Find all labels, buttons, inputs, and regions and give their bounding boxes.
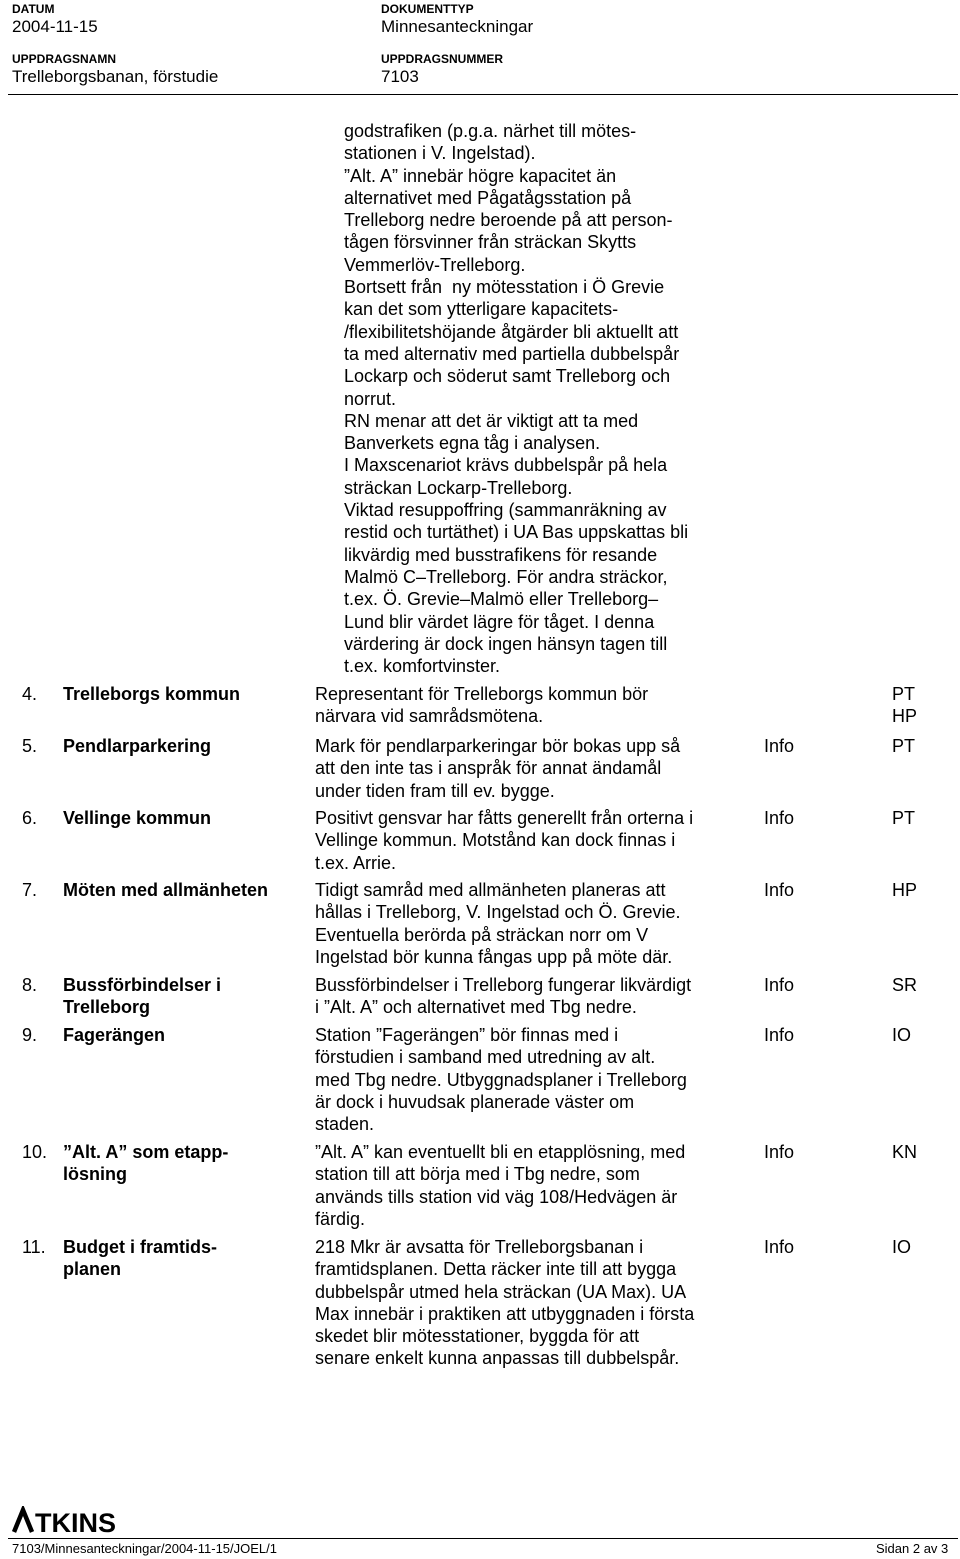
continuation-line: Trelleborg nedre beroende på att person- — [344, 210, 673, 231]
item-description-line: att den inte tas i anspråk för annat ändamål — [315, 758, 662, 779]
item-description-line: station till att börja med i Tbg nedre, som — [315, 1164, 640, 1185]
item-description — [315, 735, 755, 802]
uppdragsnummer-value: 7103 — [381, 67, 419, 86]
item-number: 9. — [22, 1025, 38, 1045]
item-title-line: Pendlarparkering — [63, 736, 212, 756]
item-title-line: Budget i framtids- — [63, 1237, 218, 1257]
continuation-line: Vemmerlöv-Trelleborg. — [344, 254, 526, 275]
continuation-line: restid och turtäthet) i UA Bas uppskattas bli — [344, 522, 689, 543]
item-title-line: Vellinge kommun — [63, 808, 212, 828]
item-responsible-initials: IO — [892, 1025, 912, 1045]
atkins-logo — [12, 1506, 132, 1536]
item-number: 5. — [22, 736, 38, 756]
item-responsible-initials: PT — [892, 736, 916, 756]
item-description-line: Eventuella berörda på sträckan norr om V — [315, 924, 649, 945]
item-description-line: t.ex. Arrie. — [315, 852, 397, 873]
item-description-line: Ingelstad bör kunna fångas upp på möte där. — [315, 946, 673, 967]
item-title — [63, 807, 293, 829]
header-divider — [8, 94, 958, 95]
item-responsible-initials: KN — [892, 1142, 918, 1162]
uppdragsnummer-label: UPPDRAGSNUMMER — [381, 52, 504, 66]
item-title-line: planen — [63, 1259, 122, 1280]
continuation-line: /flexibilitetshöjande åtgärder bli aktuellt att — [344, 321, 679, 342]
continuation-line: Lockarp och söderut samt Trelleborg och — [344, 366, 671, 387]
item-description — [315, 1024, 755, 1135]
item-info: Info — [764, 975, 795, 995]
item-description — [315, 1141, 755, 1230]
item-title-line: Trelleborgs kommun — [63, 684, 241, 704]
item-responsible-initials: PT — [892, 808, 916, 828]
continuation-line: likvärdig med busstrafikens för resande — [344, 544, 658, 565]
item-title — [63, 1141, 293, 1186]
continuation-line: ta med alternativ med partiella dubbelspår — [344, 343, 680, 364]
item-responsible — [892, 974, 917, 996]
item-responsible — [892, 807, 915, 829]
continuation-line: godstrafiken (p.g.a. närhet till mötes- — [344, 121, 637, 141]
uppdragsnamn-value: Trelleborgsbanan, förstudie — [12, 67, 219, 86]
footer-doc-ref: 7103/Minnesanteckningar/2004-11-15/JOEL/1 — [12, 1541, 277, 1556]
item-description-line: dubbelspår utmed hela sträckan (UA Max). UA — [315, 1281, 687, 1302]
continuation-line: alternativet med Pågatågsstation på — [344, 187, 632, 208]
item-title — [63, 1236, 293, 1281]
item-description — [315, 807, 755, 874]
item-description-line: närvara vid samrådsmötena. — [315, 706, 544, 727]
continuation-line: t.ex. Ö. Grevie–Malmö eller Trelleborg– — [344, 589, 659, 610]
item-responsible — [892, 879, 917, 901]
item-title-line: Möten med allmänheten — [63, 880, 269, 900]
continuation-line: Lund blir värdet lägre för tåget. I denna — [344, 611, 655, 632]
datum-label: DATUM — [12, 2, 55, 16]
item-number: 4. — [22, 684, 38, 704]
item-description — [315, 683, 755, 728]
item-number: 10. — [22, 1142, 48, 1162]
item-description-line: i ”Alt. A” och alternativet med Tbg nedre. — [315, 997, 637, 1018]
item-title-line: Fagerängen — [63, 1025, 166, 1045]
item-description-line: Max innebär i praktiken att utbyggnaden i första — [315, 1303, 695, 1324]
continuation-text — [344, 120, 744, 677]
item-number: 6. — [22, 808, 38, 828]
item-description-line: förstudien i samband med utredning av alt. — [315, 1047, 656, 1068]
item-title-line: lösning — [63, 1164, 127, 1185]
item-title-line: ”Alt. A” som etapp- — [63, 1142, 229, 1162]
item-title — [63, 683, 293, 705]
item-description-line: senare enkelt kunna anpassas till dubbelspår. — [315, 1348, 680, 1369]
item-title — [63, 1024, 293, 1046]
continuation-line: Viktad resuppoffring (sammanräkning av — [344, 500, 667, 521]
item-info: Info — [764, 1237, 795, 1257]
item-description-line: 218 Mkr är avsatta för Trelleborgsbanan i — [315, 1237, 644, 1257]
item-responsible — [892, 1141, 917, 1163]
continuation-line: tågen försvinner från sträckan Skytts — [344, 232, 637, 253]
item-responsible — [892, 683, 917, 728]
footer-page-number: Sidan 2 av 3 — [876, 1541, 949, 1556]
continuation-line: t.ex. komfortvinster. — [344, 656, 501, 677]
item-title — [63, 879, 293, 901]
item-description-line: Representant för Trelleborgs kommun bör — [315, 684, 649, 704]
continuation-line: stationen i V. Ingelstad). — [344, 143, 536, 164]
item-description-line: Positivt gensvar har fåtts generellt från orterna i — [315, 808, 694, 828]
item-number: 8. — [22, 975, 38, 995]
item-description-line: framtidsplanen. Detta räcker inte till att bygga — [315, 1259, 677, 1280]
item-description-line: med Tbg nedre. Utbyggnadsplaner i Trelleborg — [315, 1069, 687, 1090]
item-description-line: hållas i Trelleborg, V. Ingelstad och Ö. Grevie. — [315, 902, 681, 923]
item-description-line: skedet blir mötesstationer, byggda för att — [315, 1326, 640, 1347]
document-header — [0, 0, 960, 96]
datum-value: 2004-11-15 — [12, 17, 98, 36]
item-description-line: Mark för pendlarparkeringar bör bokas upp så — [315, 736, 681, 756]
continuation-line: ”Alt. A” innebär högre kapacitet än — [344, 165, 617, 186]
item-responsible-initials: HP — [892, 706, 918, 727]
item-responsible — [892, 1024, 911, 1046]
item-responsible — [892, 1236, 911, 1258]
item-description-line: ”Alt. A” kan eventuellt bli en etapplösning, med — [315, 1142, 686, 1162]
item-description-line: används tills station vid väg 108/Hedvägen är — [315, 1186, 678, 1207]
continuation-line: sträckan Lockarp-Trelleborg. — [344, 477, 573, 498]
item-responsible-initials: HP — [892, 880, 918, 900]
footer-divider — [8, 1538, 958, 1539]
item-description-line: Station ”Fagerängen” bör finnas med i — [315, 1025, 619, 1045]
continuation-line: RN menar att det är viktigt att ta med — [344, 410, 639, 431]
item-responsible-initials: SR — [892, 975, 918, 995]
item-description — [315, 1236, 755, 1370]
item-number: 7. — [22, 880, 38, 900]
item-description-line: under tiden fram till ev. bygge. — [315, 780, 555, 801]
continuation-line: värdering är dock ingen hänsyn tagen till — [344, 633, 668, 654]
item-number: 11. — [22, 1237, 46, 1257]
continuation-line: Bortsett från ny mötesstation i Ö Grevie — [344, 277, 665, 298]
item-title — [63, 735, 293, 757]
item-info: Info — [764, 1025, 795, 1045]
doktyp-value: Minnesanteckningar — [381, 17, 534, 36]
doktyp-label: DOKUMENTTYP — [381, 2, 474, 16]
item-description-line: är dock i huvudsak planerade väster om — [315, 1091, 635, 1112]
item-description-line: färdig. — [315, 1208, 366, 1229]
item-info: Info — [764, 808, 795, 828]
uppdragsnamn-label: UPPDRAGSNAMN — [12, 52, 117, 66]
item-info: Info — [764, 1142, 795, 1162]
item-description — [315, 879, 755, 968]
item-responsible — [892, 735, 915, 757]
continuation-line: Banverkets egna tåg i analysen. — [344, 433, 601, 454]
item-description-line: Tidigt samråd med allmänheten planeras att — [315, 880, 666, 900]
item-responsible-initials: PT — [892, 684, 916, 704]
item-description-line: Vellinge kommun. Motstånd kan dock finnas i — [315, 830, 676, 851]
item-info: Info — [764, 880, 795, 900]
item-title-line: Trelleborg — [63, 997, 151, 1018]
item-title — [63, 974, 293, 1019]
continuation-line: norrut. — [344, 388, 397, 409]
item-description — [315, 974, 755, 1019]
item-description-line: Bussförbindelser i Trelleborg fungerar likvärdigt — [315, 975, 692, 995]
item-info: Info — [764, 736, 795, 756]
continuation-line: kan det som ytterligare kapacitets- — [344, 299, 619, 320]
item-title-line: Bussförbindelser i — [63, 975, 222, 995]
svg-text:TKINS: TKINS — [35, 1508, 116, 1536]
item-responsible-initials: IO — [892, 1237, 912, 1257]
item-description-line: staden. — [315, 1114, 375, 1135]
continuation-line: Malmö C–Trelleborg. För andra sträckor, — [344, 566, 668, 587]
continuation-line: I Maxscenariot krävs dubbelspår på hela — [344, 455, 668, 476]
